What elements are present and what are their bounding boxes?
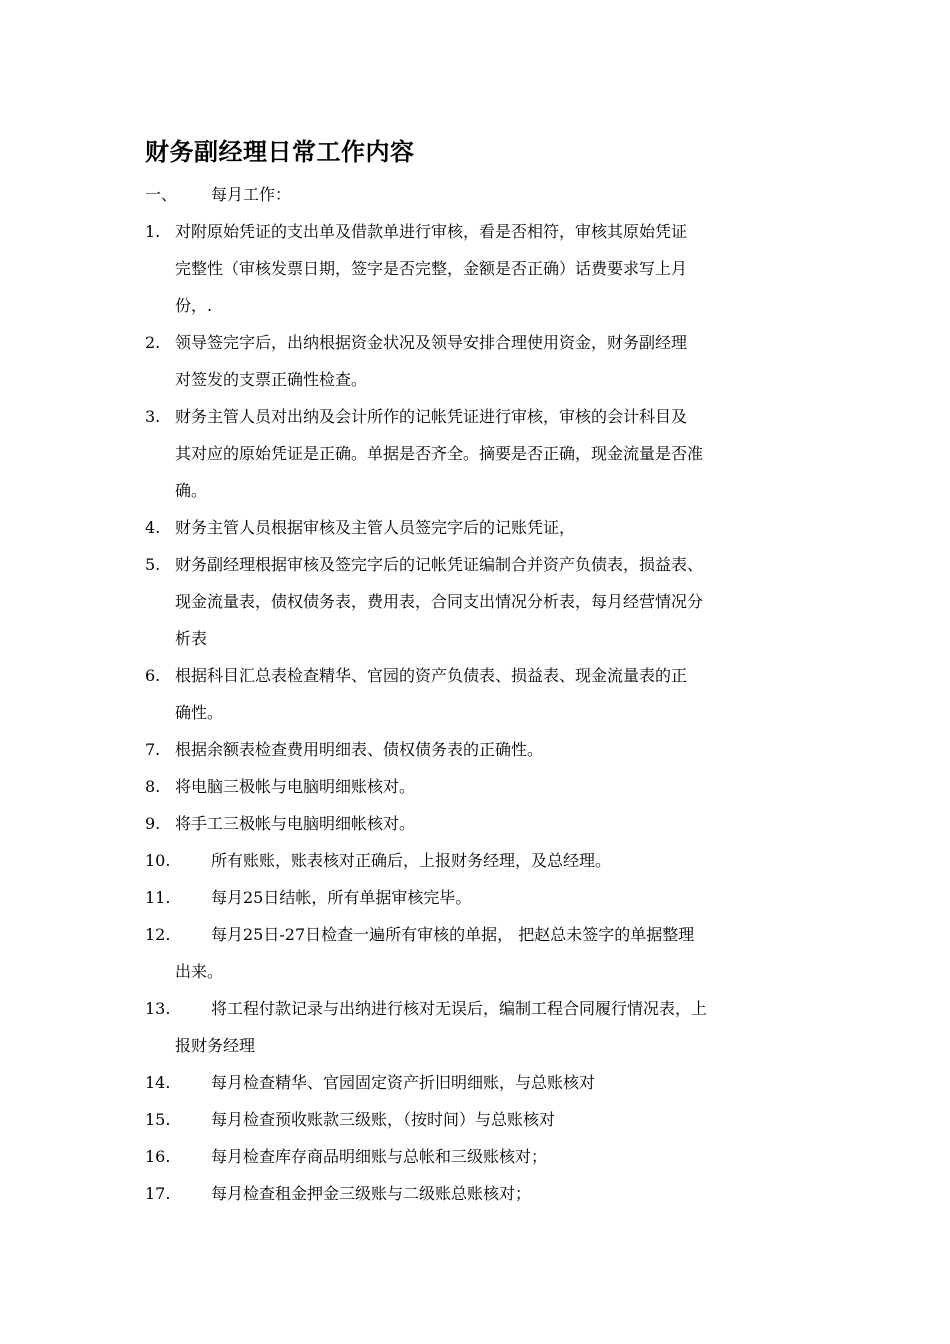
list-item [145, 990, 815, 1064]
list-item-number: 8. [145, 777, 161, 796]
list-item [145, 509, 815, 546]
list-item-number: 13. [145, 999, 171, 1018]
list-item [145, 213, 815, 324]
list-item-text [175, 842, 815, 879]
list-item-first-line: 每月25日-27日检查一遍所有审核的单据， 把赵总未签字的单据整理 [211, 925, 695, 944]
list-item-number: 11. [145, 888, 171, 907]
list-item-continuation: 其对应的原始凭证是正确。单据是否齐全。摘要是否正确，现金流量是否准 确。 [175, 444, 704, 500]
list-item [145, 805, 815, 842]
list-item-number: 14. [145, 1073, 171, 1092]
list-item-text [175, 731, 815, 768]
list-item-first-line: 领导签完字后，出纳根据资金状况及领导安排合理使用资金，财务副经理 [175, 333, 688, 352]
list-item [145, 842, 815, 879]
list-item-number: 10. [145, 851, 171, 870]
list-item [145, 1064, 815, 1101]
document-title: 财务副经理日常工作内容 [145, 138, 415, 166]
list-item-text [175, 1101, 815, 1138]
list-item-text [175, 509, 815, 546]
list-item-number: 1. [145, 222, 161, 241]
list-item [145, 1138, 815, 1175]
list-item-first-line: 根据余额表检查费用明细表、债权债务表的正确性。 [175, 740, 544, 759]
list-item-continuation: 对签发的支票正确性检查。 [175, 370, 368, 389]
list-item-number: 9. [145, 814, 161, 833]
list-item-first-line: 对附原始凭证的支出单及借款单进行审核，看是否相符，审核其原始凭证 [175, 222, 688, 241]
list-item-continuation: 出来。 [175, 962, 224, 981]
list-item-first-line: 财务主管人员对出纳及会计所作的记帐凭证进行审核，审核的会计科目及 [175, 407, 688, 426]
list-item-first-line: 财务主管人员根据审核及主管人员签完字后的记账凭证， [175, 518, 576, 537]
list-item-text [175, 1175, 815, 1212]
list-item [145, 657, 815, 731]
list-item [145, 398, 815, 509]
task-list [145, 213, 815, 1212]
list-item-text [175, 1138, 815, 1175]
list-item [145, 546, 815, 657]
list-item [145, 768, 815, 805]
list-item-continuation: 现金流量表，债权债务表，费用表，合同支出情况分析表，每月经营情况分 析表 [175, 592, 704, 648]
list-item [145, 1101, 815, 1138]
list-item-first-line: 每月检查库存商品明细账与总帐和三级账核对； [211, 1147, 548, 1166]
list-item-number: 6. [145, 666, 161, 685]
list-item-text [175, 768, 815, 805]
list-item-text [175, 879, 815, 916]
list-item-text [175, 990, 815, 1064]
list-item-first-line: 每月25日结帐，所有单据审核完毕。 [211, 888, 472, 907]
list-item-first-line: 财务副经理根据审核及签完字后的记帐凭证编制合并资产负债表，损益表、 [175, 555, 704, 574]
list-item-text [175, 213, 815, 324]
list-item-number: 3. [145, 407, 161, 426]
list-item-first-line: 每月检查租金押金三级账与二级账总账核对； [211, 1184, 532, 1203]
list-item-number: 5. [145, 555, 161, 574]
list-item-first-line: 每月检查精华、官园固定资产折旧明细账，与总账核对 [211, 1073, 596, 1092]
list-item-text [175, 916, 815, 990]
list-item-first-line: 所有账账，账表核对正确后，上报财务经理，及总经理。 [211, 851, 612, 870]
list-item-number: 12. [145, 925, 171, 944]
document-body [145, 134, 815, 1212]
section-heading [145, 176, 815, 213]
list-item-number: 17. [145, 1184, 171, 1203]
list-item-number: 16. [145, 1147, 171, 1166]
list-item [145, 1175, 815, 1212]
list-item-text [175, 805, 815, 842]
list-item-text [175, 657, 815, 731]
list-item [145, 731, 815, 768]
list-item-first-line: 根据科目汇总表检查精华、官园的资产负债表、损益表、现金流量表的正 [175, 666, 688, 685]
list-item-text [175, 398, 815, 509]
list-item-first-line: 每月检查预收账款三级账，（按时间）与总账核对 [211, 1110, 556, 1129]
list-item-number: 4. [145, 518, 161, 537]
list-item-number: 15. [145, 1110, 171, 1129]
list-item-text [175, 324, 815, 398]
list-item-text [175, 546, 815, 657]
list-item-first-line: 将工程付款记录与出纳进行核对无误后，编制工程合同履行情况表，上 [211, 999, 708, 1018]
section-number: 一、 [145, 185, 178, 204]
list-item [145, 879, 815, 916]
list-item-continuation: 确性。 [175, 703, 224, 722]
list-item-text [175, 1064, 815, 1101]
list-item-first-line: 将电脑三极帐与电脑明细账核对。 [175, 777, 416, 796]
list-item-number: 7. [145, 740, 161, 759]
list-item-continuation: 报财务经理 [175, 1036, 256, 1055]
list-item-number: 2. [145, 333, 161, 352]
list-item [145, 916, 815, 990]
list-item-continuation: 完整性（审核发票日期，签字是否完整，金额是否正确）话费要求写上月 份，. [175, 259, 688, 315]
section-label: 每月工作： [211, 185, 292, 204]
list-item [145, 324, 815, 398]
list-item-first-line: 将手工三极帐与电脑明细帐核对。 [175, 814, 416, 833]
